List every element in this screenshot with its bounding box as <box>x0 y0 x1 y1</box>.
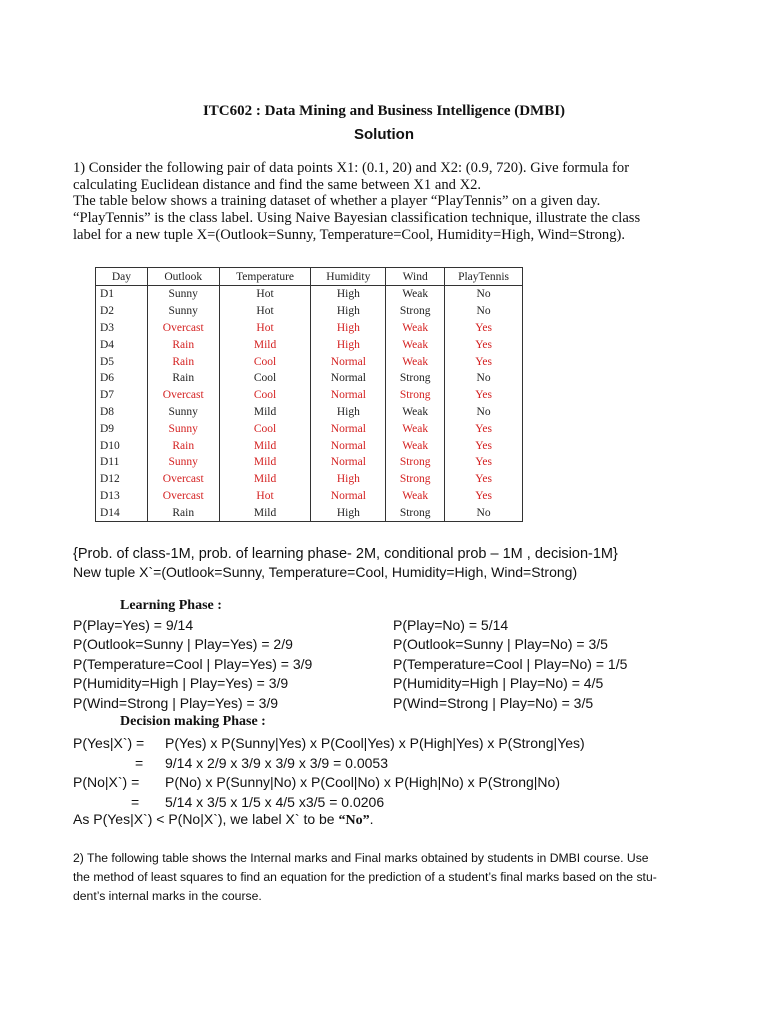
prob-line: P(Outlook=Sunny | Play=Yes) = 2/9 <box>73 636 293 653</box>
cell-wind: Strong <box>386 454 445 471</box>
decision-phase-heading: Decision making Phase : <box>120 714 266 729</box>
learning-phase-heading: Learning Phase : <box>120 598 222 613</box>
question-2-text <box>73 849 698 906</box>
cell-wind: Weak <box>386 437 445 454</box>
cell-temperature: Mild <box>219 404 311 421</box>
conclusion-suffix: . <box>369 811 374 827</box>
cell-temperature: Mild <box>219 336 311 353</box>
table-row <box>96 336 523 353</box>
cell-playtennis: Yes <box>445 387 523 404</box>
cell-humidity: High <box>311 320 386 337</box>
cell-day: D5 <box>96 353 148 370</box>
cell-temperature: Hot <box>219 488 311 505</box>
cell-humidity: High <box>311 286 386 303</box>
cell-day: D4 <box>96 336 148 353</box>
cell-day: D14 <box>96 504 148 521</box>
cell-day: D10 <box>96 437 148 454</box>
cell-wind: Strong <box>386 504 445 521</box>
cell-humidity: Normal <box>311 420 386 437</box>
prob-line: P(Play=Yes) = 9/14 <box>73 617 194 633</box>
cell-outlook: Rain <box>147 336 219 353</box>
cell-wind: Weak <box>386 286 445 303</box>
cell-wind: Strong <box>386 370 445 387</box>
cell-outlook: Sunny <box>147 454 219 471</box>
header-humidity: Humidity <box>311 268 386 286</box>
decision-no-value: 5/14 x 3/5 x 1/5 x 4/5 x3/5 = 0.0206 <box>165 793 385 810</box>
prob-line: P(Temperature=Cool | Play=No) = 1/5 <box>393 655 628 672</box>
table-row <box>96 471 523 488</box>
cell-temperature: Cool <box>219 370 311 387</box>
cell-outlook: Rain <box>147 353 219 370</box>
cell-outlook: Rain <box>147 370 219 387</box>
new-tuple-line: New tuple X`=(Outlook=Sunny, Temperature=Cool, Humidity=High, Wind=Strong) <box>73 564 578 580</box>
header-outlook: Outlook <box>147 268 219 286</box>
question-2-line: dent’s internal marks in the course. <box>73 889 262 903</box>
cell-outlook: Overcast <box>147 471 219 488</box>
cell-outlook: Sunny <box>147 286 219 303</box>
table-body <box>96 286 523 522</box>
question-1-line: 1) Consider the following pair of data points X1: (0.1, 20) and X2: (0.9, 720). Give formula for <box>73 160 630 176</box>
cell-outlook: Sunny <box>147 420 219 437</box>
cell-humidity: Normal <box>311 353 386 370</box>
learning-yes-column <box>73 616 312 713</box>
cell-wind: Strong <box>386 471 445 488</box>
cell-outlook: Sunny <box>147 303 219 320</box>
cell-temperature: Cool <box>219 387 311 404</box>
question-2-line: 2) The following table shows the Internal marks and Final marks obtained by students in DMBI course. Use <box>73 851 649 865</box>
cell-wind: Weak <box>386 353 445 370</box>
cell-day: D9 <box>96 420 148 437</box>
table-row <box>96 488 523 505</box>
cell-playtennis: Yes <box>445 488 523 505</box>
prob-line: P(Outlook=Sunny | Play=No) = 3/5 <box>393 636 608 653</box>
table-row <box>96 353 523 370</box>
conclusion-prefix: As P(Yes|X`) < P(No|X`), we label X` to be <box>73 811 339 827</box>
cell-outlook: Overcast <box>147 488 219 505</box>
question-1-line: label for a new tuple X=(Outlook=Sunny, Temperature=Cool, Humidity=High, Wind=Strong). <box>73 226 626 243</box>
cell-humidity: High <box>311 471 386 488</box>
cell-playtennis: Yes <box>445 437 523 454</box>
cell-wind: Weak <box>386 404 445 421</box>
table-row <box>96 437 523 454</box>
cell-wind: Weak <box>386 320 445 337</box>
table-row <box>96 420 523 437</box>
decision-yes-label: P(Yes|X`) = <box>73 735 145 751</box>
conclusion-line <box>73 811 373 829</box>
cell-temperature: Mild <box>219 471 311 488</box>
decision-yes-formula: P(Yes) x P(Sunny|Yes) x P(Cool|Yes) x P(High|Yes) x P(Strong|Yes) <box>165 735 585 751</box>
cell-playtennis: No <box>445 504 523 521</box>
header-wind: Wind <box>386 268 445 286</box>
cell-outlook: Overcast <box>147 387 219 404</box>
prob-line: P(Wind=Strong | Play=Yes) = 3/9 <box>73 694 279 711</box>
cell-playtennis: No <box>445 286 523 303</box>
question-1-text <box>73 160 703 244</box>
header-temperature: Temperature <box>219 268 311 286</box>
cell-playtennis: No <box>445 303 523 320</box>
cell-humidity: Normal <box>311 454 386 471</box>
table-row <box>96 454 523 471</box>
cell-temperature: Hot <box>219 320 311 337</box>
prob-line: P(Temperature=Cool | Play=Yes) = 3/9 <box>73 655 313 672</box>
cell-day: D13 <box>96 488 148 505</box>
cell-day: D2 <box>96 303 148 320</box>
cell-wind: Weak <box>386 420 445 437</box>
cell-humidity: High <box>311 303 386 320</box>
table-row <box>96 320 523 337</box>
cell-playtennis: Yes <box>445 353 523 370</box>
cell-day: D7 <box>96 387 148 404</box>
cell-outlook: Rain <box>147 504 219 521</box>
question-1-line: The table below shows a training dataset of whether a player “PlayTennis” on a given day. <box>73 193 601 210</box>
document-title: ITC602 : Data Mining and Business Intelligence (DMBI) <box>202 103 566 119</box>
cell-temperature: Cool <box>219 353 311 370</box>
cell-day: D12 <box>96 471 148 488</box>
marks-distribution: {Prob. of class-1M, prob. of learning phase- 2M, conditional prob – 1M , decision-1M} <box>73 546 618 562</box>
header-playtennis: PlayTennis <box>445 268 523 286</box>
cell-day: D1 <box>96 286 148 303</box>
cell-playtennis: Yes <box>445 320 523 337</box>
cell-temperature: Mild <box>219 454 311 471</box>
table-row <box>96 303 523 320</box>
cell-humidity: High <box>311 504 386 521</box>
header-day: Day <box>96 268 148 286</box>
cell-humidity: Normal <box>311 387 386 404</box>
conclusion-label: “No” <box>338 813 370 828</box>
cell-playtennis: Yes <box>445 336 523 353</box>
learning-no-column <box>393 616 627 713</box>
cell-humidity: Normal <box>311 488 386 505</box>
training-table-image <box>95 267 523 522</box>
cell-humidity: High <box>311 404 386 421</box>
cell-temperature: Cool <box>219 420 311 437</box>
table-row <box>96 286 523 303</box>
question-1-line: calculating Euclidean distance and find the same between X1 and X2. <box>73 176 482 193</box>
cell-outlook: Rain <box>147 437 219 454</box>
cell-humidity: Normal <box>311 437 386 454</box>
cell-humidity: Normal <box>311 370 386 387</box>
prob-line: P(Play=No) = 5/14 <box>393 617 509 633</box>
cell-outlook: Sunny <box>147 404 219 421</box>
cell-wind: Weak <box>386 488 445 505</box>
cell-day: D8 <box>96 404 148 421</box>
training-dataset-table <box>95 267 523 522</box>
table-row <box>96 370 523 387</box>
cell-wind: Strong <box>386 387 445 404</box>
prob-line: P(Humidity=High | Play=No) = 4/5 <box>393 675 604 692</box>
question-1-line: “PlayTennis” is the class label. Using Naive Bayesian classification technique, illustrate the class <box>73 210 641 227</box>
cell-temperature: Mild <box>219 504 311 521</box>
cell-playtennis: Yes <box>445 420 523 437</box>
cell-day: D3 <box>96 320 148 337</box>
prob-line: P(Humidity=High | Play=Yes) = 3/9 <box>73 675 289 692</box>
table-row <box>96 504 523 521</box>
document-subtitle: Solution <box>354 126 414 143</box>
cell-temperature: Mild <box>219 437 311 454</box>
cell-temperature: Hot <box>219 303 311 320</box>
cell-playtennis: No <box>445 370 523 387</box>
table-row <box>96 387 523 404</box>
equals-sign: = <box>131 793 140 810</box>
cell-wind: Strong <box>386 303 445 320</box>
decision-yes-value: 9/14 x 2/9 x 3/9 x 3/9 x 3/9 = 0.0053 <box>165 754 388 771</box>
table-header-row <box>96 268 523 286</box>
cell-day: D11 <box>96 454 148 471</box>
cell-outlook: Overcast <box>147 320 219 337</box>
cell-humidity: High <box>311 336 386 353</box>
question-2-line: the method of least squares to find an equation for the prediction of a student’s final marks based on the stu- <box>73 870 657 884</box>
cell-day: D6 <box>96 370 148 387</box>
cell-playtennis: Yes <box>445 471 523 488</box>
equals-sign: = <box>135 754 144 771</box>
cell-temperature: Hot <box>219 286 311 303</box>
table-row <box>96 404 523 421</box>
prob-line: P(Wind=Strong | Play=No) = 3/5 <box>393 694 594 711</box>
cell-playtennis: No <box>445 404 523 421</box>
cell-wind: Weak <box>386 336 445 353</box>
cell-playtennis: Yes <box>445 454 523 471</box>
decision-no-label: P(No|X`) = <box>73 774 140 790</box>
decision-no-formula: P(No) x P(Sunny|No) x P(Cool|No) x P(High|No) x P(Strong|No) <box>165 774 560 790</box>
